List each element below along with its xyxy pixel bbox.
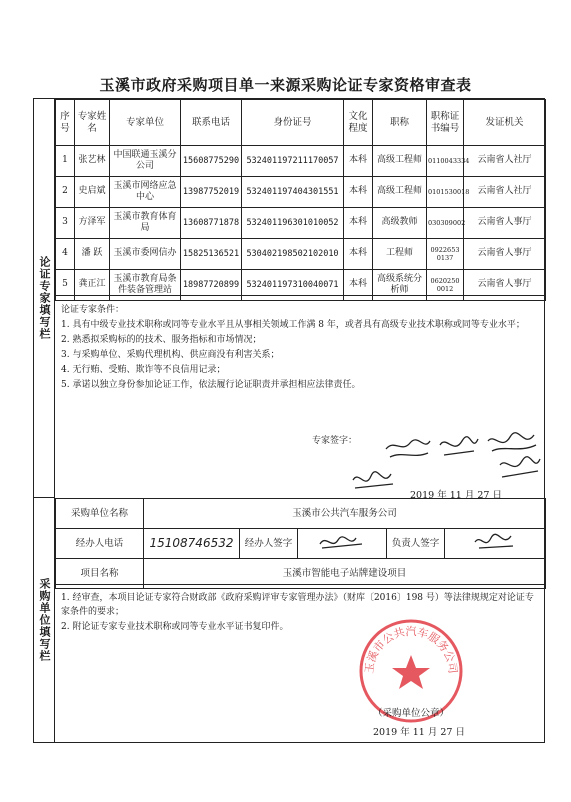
review-form [33, 98, 545, 743]
purchaser-date: 2019 年 11 月 27 日 [373, 727, 465, 738]
cell-phone: 15825136521 [181, 239, 242, 270]
cell-phone: 13608771878 [181, 208, 242, 239]
conditions-heading: 论证专家条件： [61, 305, 125, 315]
cell-title: 工程师 [373, 239, 427, 270]
expert-signatures [384, 431, 544, 491]
expert-sign-label: 专家签字： [312, 436, 358, 446]
header-edu: 文化程度 [344, 100, 373, 146]
handler-signature-mark [316, 532, 368, 552]
cell-issuer: 云南省人事厅 [464, 239, 546, 270]
header-name: 专家姓名 [75, 100, 110, 146]
cell-no: 3 [56, 208, 75, 239]
unit-name-value: 玉溪市公共汽车服务公司 [144, 499, 546, 529]
cell-unit: 中国联通玉溪分公司 [110, 146, 181, 177]
cell-unit: 玉溪市网络应急中心 [110, 177, 181, 208]
header-issuer: 发证机关 [464, 100, 546, 146]
stamp-label: （采购单位公章） [373, 708, 450, 719]
table-row [56, 208, 546, 239]
project-name-label: 项目名称 [56, 559, 144, 589]
cell-issuer: 云南省人社厅 [464, 177, 546, 208]
cell-id: 530402198502102010 [242, 239, 344, 270]
project-name-value: 玉溪市智能电子站牌建设项目 [144, 559, 546, 589]
table-row [56, 177, 546, 208]
cell-phone: 18987720899 [181, 270, 242, 301]
header-unit: 专家单位 [110, 100, 181, 146]
cell-id: 532401197404301551 [242, 177, 344, 208]
cell-cert: 0110043334 [427, 146, 464, 177]
cell-no: 1 [56, 146, 75, 177]
cell-no: 2 [56, 177, 75, 208]
purchaser-table [55, 498, 546, 589]
cell-unit: 玉溪市委网信办 [110, 239, 181, 270]
leader-signature [445, 529, 546, 559]
condition-item: 4. 无行贿、受贿、欺诈等不良信用记录； [61, 364, 226, 375]
cell-name: 张艺林 [75, 146, 110, 177]
cell-edu: 本科 [344, 208, 373, 239]
cell-issuer: 云南省人社厅 [464, 146, 546, 177]
cell-no: 5 [56, 270, 75, 301]
cell-title: 高级教师 [373, 208, 427, 239]
header-title: 职称 [373, 100, 427, 146]
condition-item: 1. 具有中级专业技术职称或同等专业水平且从事相关领域工作满 8 年，或者具有高级专业技术职称或同等专业水平； [61, 319, 525, 330]
header-phone: 联系电话 [181, 100, 242, 146]
table-row [56, 239, 546, 270]
note-item: 1. 经审查，本项目论证专家符合财政部《政府采购评审专家管理办法》（财库〔2016〕198 号）等法律规规定对论证专家条件的要求； [61, 593, 534, 618]
cell-id: 532401196301010052 [242, 208, 344, 239]
condition-item: 3. 与采购单位、采购代理机构、供应商没有利害关系； [61, 349, 280, 360]
cell-edu: 本科 [344, 177, 373, 208]
experts-section-label: 论证专家填写栏 [34, 99, 55, 498]
cell-issuer: 云南省人事厅 [464, 270, 546, 301]
cell-no: 4 [56, 239, 75, 270]
cell-title: 高级工程师 [373, 177, 427, 208]
header-cert: 职称证书编号 [427, 100, 464, 146]
cell-cert: 0101530018 [427, 177, 464, 208]
condition-item: 2. 熟悉拟采购标的的技术、服务指标和市场情况； [61, 334, 262, 345]
cell-phone: 15608775290 [181, 146, 242, 177]
svg-text:玉溪市公共汽车服务公司: 玉溪市公共汽车服务公司 [362, 625, 460, 675]
cell-unit: 玉溪市教育局条件装备管理站 [110, 270, 181, 301]
cell-id: 532401197310040071 [242, 270, 344, 301]
table-row [56, 146, 546, 177]
cell-cert: 0922653 0137 [427, 239, 464, 270]
handler-sign-label: 经办人签字 [240, 529, 298, 559]
handler-phone-value: 15108746532 [144, 529, 240, 559]
cell-name: 潘 跃 [75, 239, 110, 270]
header-no: 序号 [56, 100, 75, 146]
leader-signature-mark [471, 532, 519, 552]
cell-edu: 本科 [344, 270, 373, 301]
document-title: 玉溪市政府采购项目单一来源采购论证专家资格审查表 [99, 76, 472, 94]
purchaser-notes [55, 584, 545, 742]
note-item: 2. 附论证专家专业技术职称或同等专业水平证书复印件。 [61, 621, 289, 632]
cell-title: 高级工程师 [373, 146, 427, 177]
cell-issuer: 云南省人事厅 [464, 208, 546, 239]
expert-conditions [55, 295, 545, 501]
unit-name-label: 采购单位名称 [56, 499, 144, 529]
experts-table [55, 99, 546, 301]
expert-signature-extra [351, 466, 397, 494]
cell-name: 史启斌 [75, 177, 110, 208]
cell-id: 532401197211170057 [242, 146, 344, 177]
cell-edu: 本科 [344, 239, 373, 270]
cell-name: 龚正江 [75, 270, 110, 301]
cell-unit: 玉溪市教育体育局 [110, 208, 181, 239]
cell-cert: 030309002 [427, 208, 464, 239]
purchaser-section-label: 采购单位填写栏 [34, 498, 55, 742]
cell-edu: 本科 [344, 146, 373, 177]
cell-title: 高级系统分析师 [373, 270, 427, 301]
leader-sign-label: 负责人签字 [387, 529, 445, 559]
cell-cert: 0620250 0012 [427, 270, 464, 301]
handler-signature [298, 529, 387, 559]
experts-header-row [56, 100, 546, 146]
condition-item: 5. 承诺以独立身份参加论证工作，依法履行论证职责并承担相应法律责任。 [61, 379, 361, 390]
handler-phone-label: 经办人电话 [56, 529, 144, 559]
cell-phone: 13987752019 [181, 177, 242, 208]
expert-sign-date: 2019 年 11 月 27 日 [410, 490, 502, 501]
cell-name: 方泽军 [75, 208, 110, 239]
header-id: 身份证号 [242, 100, 344, 146]
